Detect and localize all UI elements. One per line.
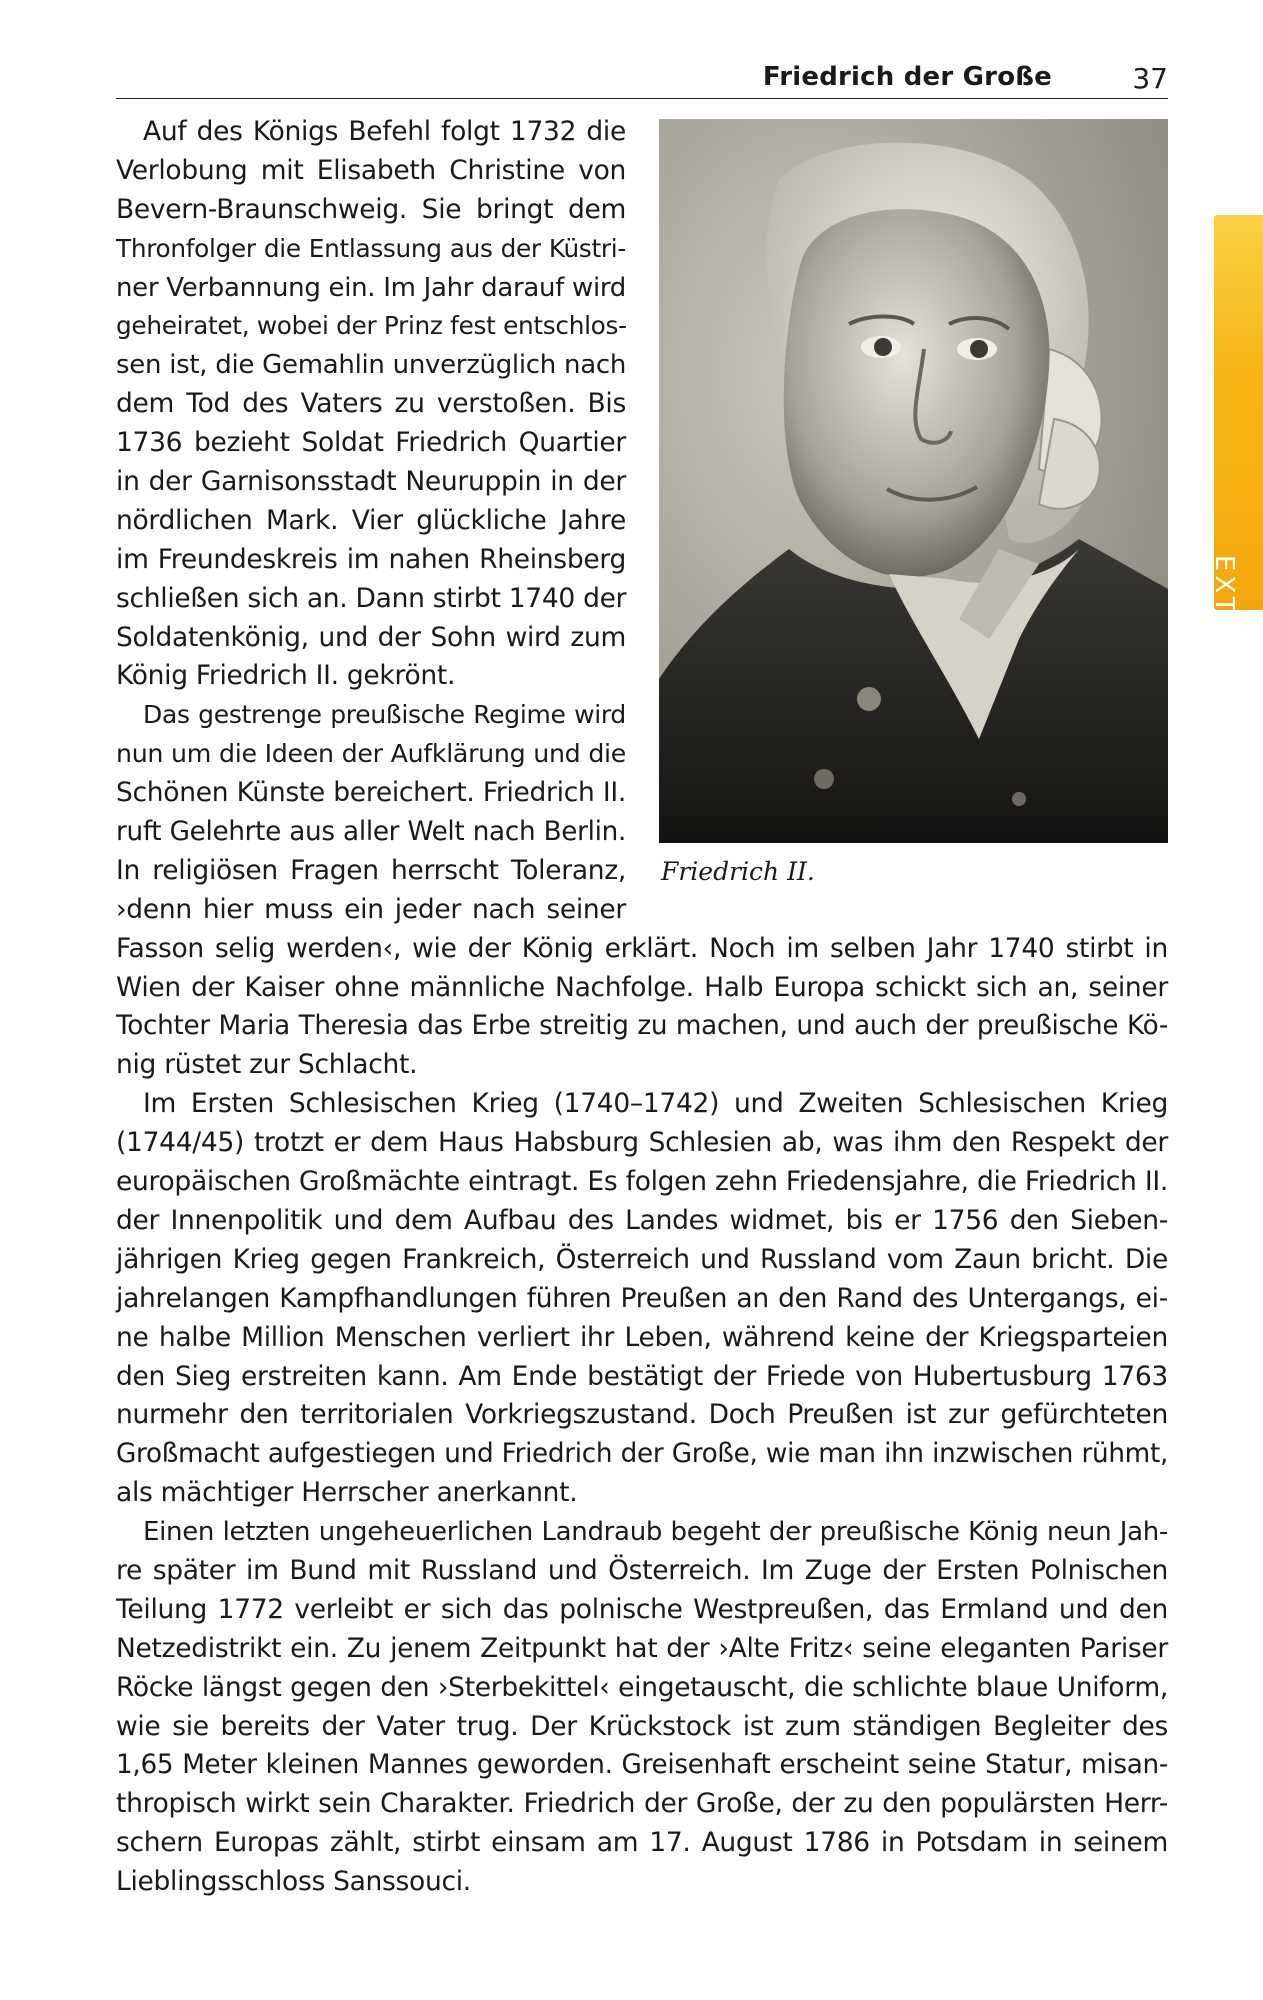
section-tab <box>1214 215 1263 610</box>
text-line: Tochter Maria Theresia das Erbe streitig zu machen, und auch der preußische Kö- <box>116 1011 1168 1042</box>
text-line: Fasson selig werden‹, wie der König erklärt. Noch im selben Jahr 1740 stirbt in <box>116 932 1168 964</box>
text-line: Soldatenkönig, und der Sohn wird zum <box>116 621 626 653</box>
running-header <box>116 60 1168 99</box>
text-line: Das gestrenge preußische Regime wird <box>143 700 626 730</box>
text-line: ›denn hier muss ein jeder nach seiner <box>116 893 626 925</box>
text-line: jährigen Krieg gegen Frankreich, Österreich und Russland vom Zaun bricht. Die <box>116 1243 1168 1275</box>
text-line: Bevern-Braunschweig. Sie bringt dem <box>116 193 626 225</box>
text-line: Röcke längst gegen den ›Sterbekittel‹ eingetauscht, die schlichte blaue Uniform, <box>116 1671 1168 1703</box>
text-line: (1744/45) trotzt er dem Haus Habsburg Schlesien ab, was ihm den Respekt der <box>116 1127 1168 1159</box>
text-line: nördlichen Mark. Vier glückliche Jahre <box>116 504 626 536</box>
text-line: 1,65 Meter kleinen Mannes geworden. Greisenhaft erscheint seine Statur, misan- <box>116 1750 1168 1781</box>
text-line: Lieblingsschloss Sanssouci. <box>116 1866 471 1898</box>
article-body <box>116 113 1168 1902</box>
text-line: 1736 bezieht Soldat Friedrich Quartier <box>116 427 626 459</box>
text-line: nig rüstet zur Schlacht. <box>116 1049 418 1081</box>
text-line: thropisch wirkt sein Charakter. Friedrich der Große, der zu den populärsten Herr- <box>116 1788 1168 1820</box>
text-line: In religiösen Fragen herrscht Toleranz, <box>116 854 626 886</box>
text-line: schern Europas zählt, stirbt einsam am 17. August 1786 in Potsdam in seinem <box>116 1827 1168 1859</box>
text-line: dem Tod des Vaters zu verstoßen. Bis <box>116 388 626 420</box>
text-line: geheiratet, wobei der Prinz fest entschlos- <box>116 311 627 341</box>
text-line: der Innenpolitik und dem Aufbau des Landes widmet, bis er 1756 den Sieben- <box>116 1204 1168 1236</box>
text-line: Großmacht aufgestiegen und Friedrich der Große, wie man ihn inzwischen rühmt, <box>116 1439 1168 1470</box>
text-line: im Freundeskreis im nahen Rheinsberg <box>116 543 626 575</box>
section-tab-label: EXTRA <box>1209 555 1239 660</box>
text-line: Einen letzten ungeheuerlichen Landraub begeht der preußische König neun Jah- <box>143 1517 1168 1548</box>
text-line: Im Ersten Schlesischen Krieg (1740–1742) und Zweiten Schlesischen Krieg <box>143 1088 1168 1120</box>
text-line: europäischen Großmächte eintragt. Es folgen zehn Friedensjahre, die Friedrich II. <box>116 1166 1168 1198</box>
text-line: sen ist, die Gemahlin unverzüglich nach <box>116 350 626 381</box>
text-line: Netzedistrikt ein. Zu jenem Zeitpunkt hat der ›Alte Fritz‹ seine eleganten Pariser <box>116 1632 1168 1664</box>
text-line: als mächtiger Herrscher anerkannt. <box>116 1477 578 1509</box>
text-line: nurmehr den territorialen Vorkriegszustand. Doch Preußen ist zur gefürchteten <box>116 1399 1168 1431</box>
text-line: den Sieg erstreiten kann. Am Ende bestätigt der Friede von Hubertusburg 1763 <box>116 1360 1168 1392</box>
page-number: 37 <box>1132 62 1168 95</box>
chapter-title: Friedrich der Große <box>762 62 1052 92</box>
text-line: ne halbe Million Menschen verliert ihr Leben, während keine der Kriegsparteien <box>116 1321 1168 1353</box>
text-line: König Friedrich II. gekrönt. <box>116 660 456 692</box>
text-line: Wien der Kaiser ohne männliche Nachfolge. Halb Europa schickt sich an, seiner <box>116 971 1168 1003</box>
text-line: jahrelangen Kampfhandlungen führen Preußen an den Rand des Untergangs, ei- <box>116 1282 1168 1314</box>
text-line: ruft Gelehrte aus aller Welt nach Berlin. <box>116 817 626 848</box>
text-line: wie sie bereits der Vater trug. Der Krückstock ist zum ständigen Begleiter des <box>116 1710 1168 1742</box>
text-line: Verlobung mit Elisabeth Christine von <box>116 154 626 186</box>
figure-caption: Friedrich II. <box>661 857 815 886</box>
text-line: schließen sich an. Dann stirbt 1740 der <box>116 582 627 614</box>
text-line: Schönen Künste bereichert. Friedrich II. <box>116 777 626 809</box>
text-line: ner Verbannung ein. Im Jahr darauf wird <box>116 272 627 303</box>
text-line: in der Garnisonsstadt Neuruppin in der <box>116 466 626 498</box>
text-line: nun um die Ideen der Aufklärung und die <box>116 739 626 769</box>
text-line: re später im Bund mit Russland und Österreich. Im Zuge der Ersten Polnischen <box>116 1554 1168 1586</box>
text-line: Auf des Königs Befehl folgt 1732 die <box>143 116 626 147</box>
text-line: Teilung 1772 verleibt er sich das polnische Westpreußen, das Ermland und den <box>116 1593 1168 1625</box>
text-line: Thronfolger die Entlassung aus der Küstri- <box>116 233 626 263</box>
